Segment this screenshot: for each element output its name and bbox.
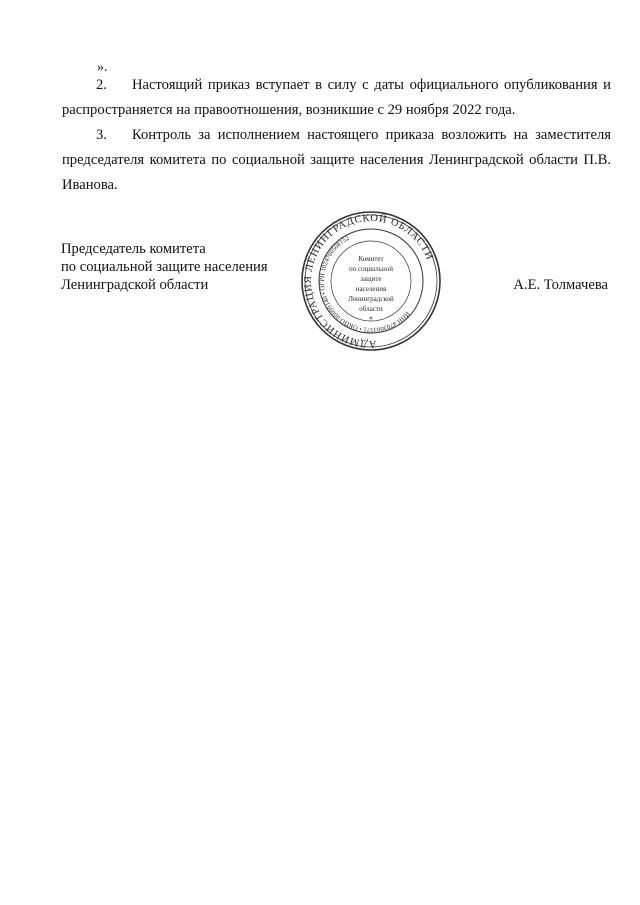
- seal-ring-codes: ИНН 4703003571 • ОКПО 00099140 • ОГРН 1024700508152: [318, 234, 411, 334]
- seal-center-line: защите: [360, 275, 382, 283]
- seal-center-line: области: [359, 305, 383, 313]
- paragraph-text: Контроль за исполнением настоящего приказа возложить на заместителя председателя комитета по социальной защите населения Ленинградской области П.В. Иванова.: [62, 127, 611, 193]
- seal-star-icon: *: [369, 315, 373, 324]
- seal-graphic: [300, 210, 442, 352]
- paragraph-text: Настоящий приказ вступает в силу с даты официального опубликования и распространяется на правоотношения, возникшие с 29 ноября 2022 года.: [62, 77, 611, 118]
- seal-outer-text: АДМИНИСТРАЦИЯ ЛЕНИНГРАДСКОЙ ОБЛАСТИ: [302, 212, 436, 350]
- signatory-position-line: Ленинградской области: [61, 277, 209, 293]
- paragraph-3: [62, 123, 611, 198]
- seal-center-line: по социальной: [349, 265, 393, 273]
- seal-center-line: населения: [355, 285, 387, 293]
- signatory-position: [61, 240, 268, 294]
- signatory-position-line: Председатель комитета: [61, 241, 206, 257]
- seal-center-text: [348, 255, 394, 313]
- paragraph-number: 2.: [96, 77, 107, 93]
- signatory-name: А.Е. Толмачева: [513, 277, 608, 293]
- paragraph-number: 3.: [96, 127, 107, 143]
- seal-center-line: Ленинградской: [348, 295, 394, 303]
- closing-quote: ».: [97, 60, 108, 75]
- seal-center-line: Комитет: [358, 255, 384, 263]
- paragraph-2: [62, 73, 611, 123]
- official-seal: [300, 210, 442, 352]
- signatory-position-line: по социальной защите населения: [61, 259, 268, 275]
